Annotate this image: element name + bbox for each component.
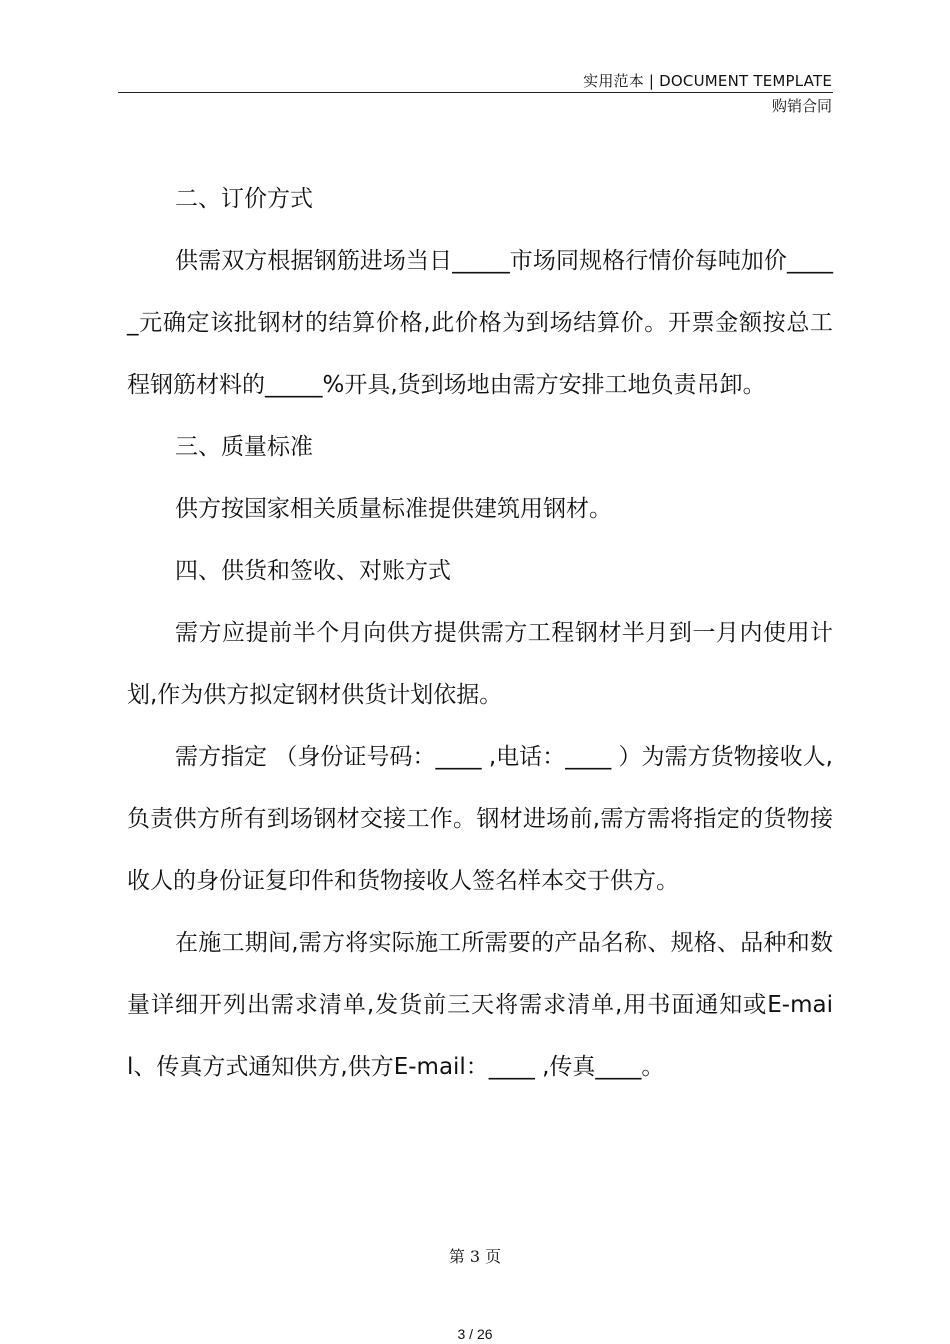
document-body — [127, 168, 833, 1098]
document-title: 购销合同 — [771, 97, 832, 115]
paragraph-receiver: 需方指定 （身份证号码：____ ,电话：____ ）为需方货物接收人,负责供方所有到场钢材交接工作。钢材进场前,需方需将指定的货物接收人的身份证复印件和货物接收人签名样本交于供方。 — [127, 744, 833, 894]
page-count: 3 / 26 — [457, 1326, 493, 1342]
section-heading-delivery: 四、供货和签收、对账方式 — [175, 558, 451, 584]
paragraph-delivery-plan: 需方应提前半个月向供方提供需方工程钢材半月到一月内使用计划,作为供方拟定钢材供货计划依据。 — [127, 620, 833, 708]
section-heading-pricing: 二、订价方式 — [175, 186, 313, 212]
header-brand: 实用范本 | DOCUMENT TEMPLATE — [583, 72, 832, 90]
section-heading-quality: 三、质量标准 — [175, 434, 313, 460]
paragraph-quality: 供方按国家相关质量标准提供建筑用钢材。 — [175, 496, 612, 522]
page-number: 第 3 页 — [448, 1247, 502, 1266]
paragraph-pricing: 供需双方根据钢筋进场当日_____市场同规格行情价每吨加价_____元确定该批钢材的结算价格,此价格为到场结算价。开票金额按总工程钢筋材料的_____%开具,货到场地由需方安排工地负责吊卸。 — [127, 248, 833, 398]
paragraph-requirements: 在施工期间,需方将实际施工所需要的产品名称、规格、品种和数量详细开列出需求清单,发货前三天将需求清单,用书面通知或E-mail、传真方式通知供方,供方E-mail：____ ,传真____。 — [127, 930, 833, 1080]
header-divider — [118, 92, 833, 93]
